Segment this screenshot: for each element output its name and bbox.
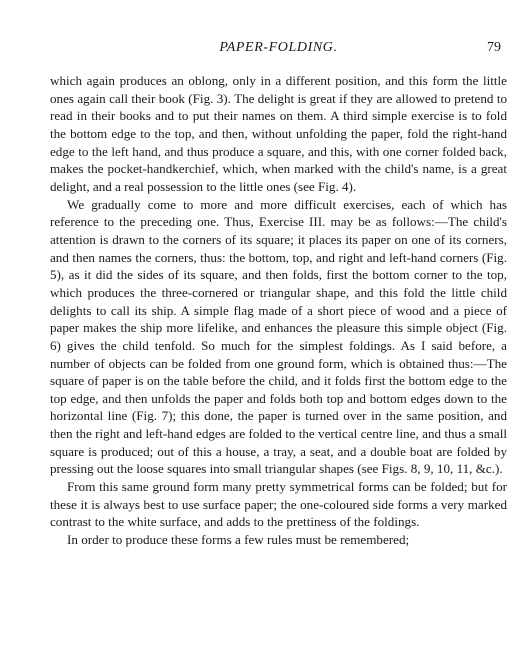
- paragraph: In order to produce these forms a few rules must be remembered;: [67, 532, 410, 548]
- paragraph: From this same ground form many pretty symmetrical forms can be folded; but for these it is always best to use surface paper; the one-coloured side forms a very marked contrast to the white surface, and adds to the prettiness of the foldings.: [50, 479, 507, 530]
- running-head: [50, 40, 507, 64]
- body-text: [50, 72, 507, 549]
- paragraph: We gradually come to more and more difficult exercises, each of which has reference to the preceding one. Thus, Exercise III. may be as follows:—The child's attention is drawn to the corners of its square; it places its paper on one of its corners, and then names the corners, thus: the bottom, top, and right and left-hand corners (Fig. 5), as it did the sides of its square, and then folds, first the bottom corner to the top, which produces the three-cornered or triangular shape, and this fold the little child delights to call its ship. A simple flag made of a short piece of wood and a piece of paper makes the ship more lifelike, and enhances the pleasure this simple object (Fig. 6) gives the child tenfold. So much for the simplest foldings. As I said before, a number of objects can be folded from one ground form, which is obtained thus:—The square of paper is on the table before the child, and it folds first the bottom edge to the top edge, and then unfolds the paper and folds both top and bottom edges down to the horizontal line (Fig. 7); this done, the paper is turned over in the same position, and then the right and left-hand edges are folded to the vertical centre line, and thus a small square is produced; out of this a house, a tray, a seat, and a double boat are folded by pressing out the loose squares into small triangular shapes (see Figs. 8, 9, 10, 11, &c.).: [50, 196, 507, 477]
- page-number: 79: [487, 40, 501, 55]
- paragraph: which again produces an oblong, only in a different position, and this form the little ones again call their book (Fig. 3). The delight is great if they are allowed to pretend to read in their books and to put their names on them. A third simple exercise is to fold the bottom edge to the top, and then, without unfolding the paper, fold the right-hand edge to the left hand, and thus produce a square, and this, with one corner folded back, makes the pocket-handkerchief, which, when marked with the child's name, is a great delight, and a real possession to the little ones (see Fig. 4).: [50, 73, 507, 194]
- running-title: PAPER-FOLDING.: [219, 40, 338, 55]
